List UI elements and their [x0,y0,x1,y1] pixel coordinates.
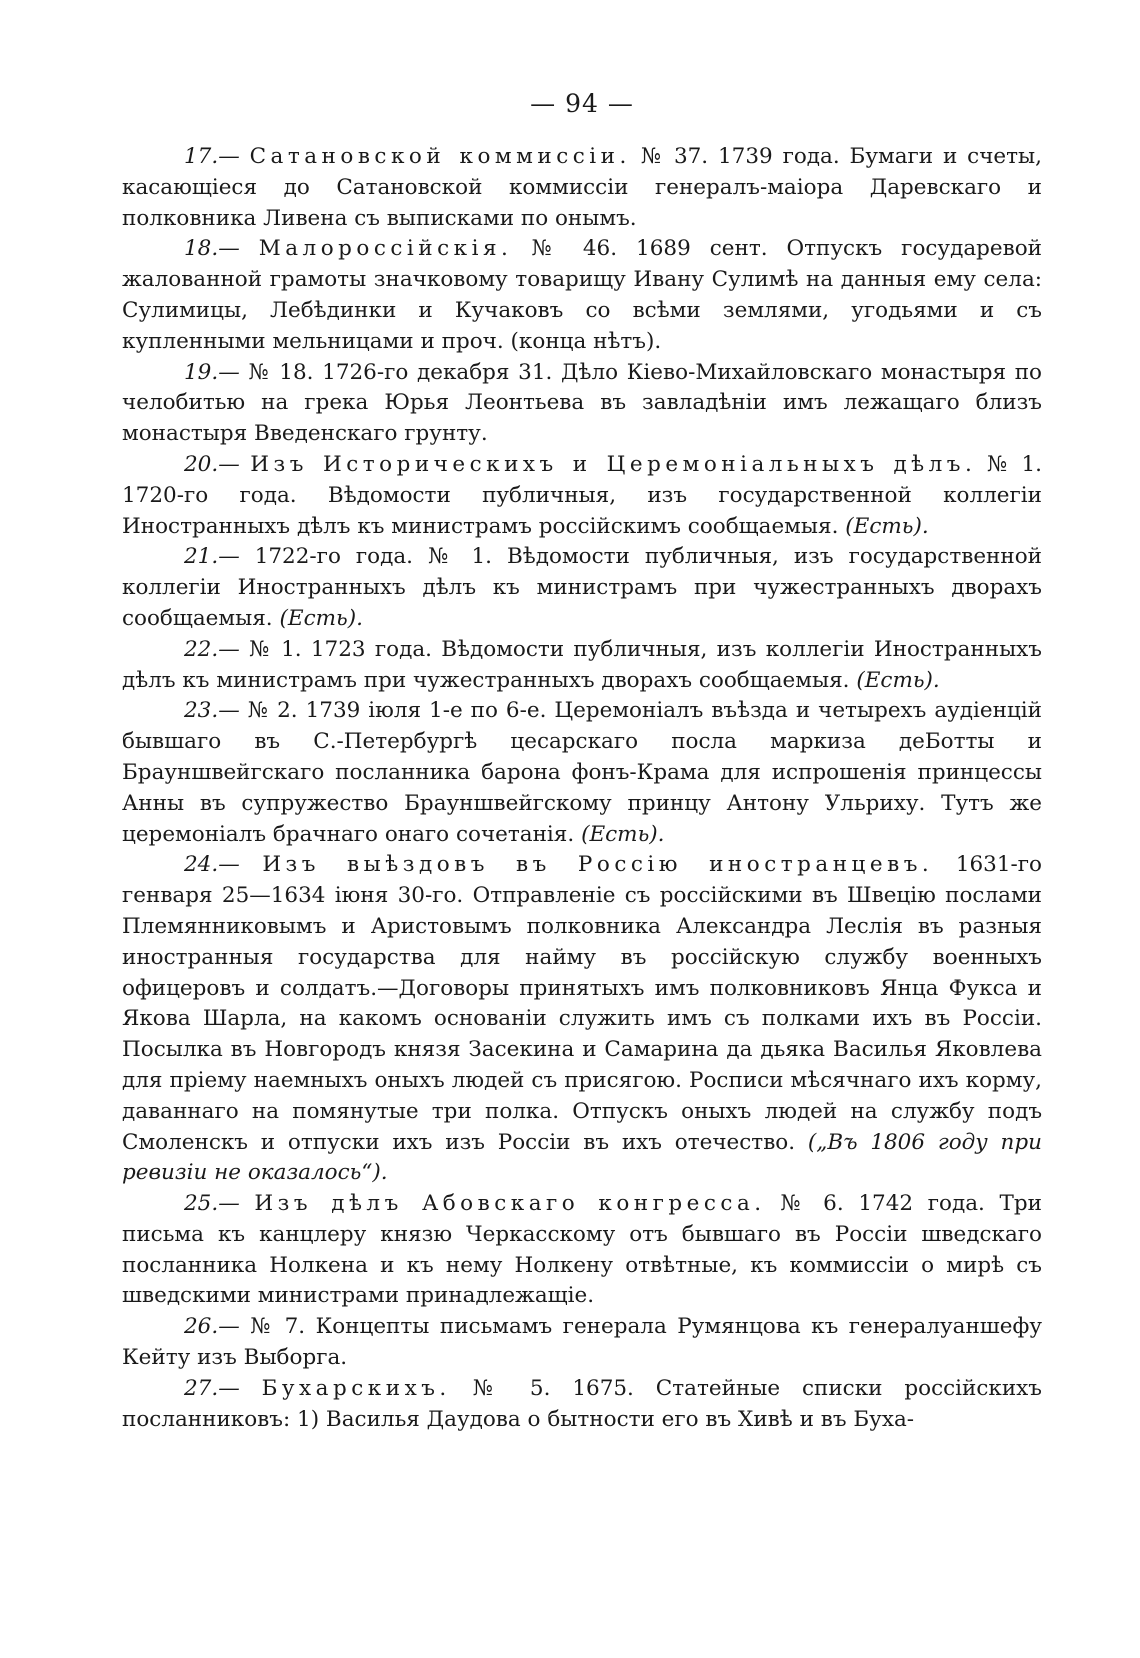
entry-heading: Изъ дѣлъ Абовскаго конгресса. [254,1191,766,1217]
entry-note: (Есть). [581,821,665,847]
entry-17 [122,142,1042,234]
entry-text: № 46. 1689 сент. Отпускъ государевой жалованной грамоты значковому товарищу Ивану Сулимѣ на данныя ему села: Сулимицы, Лебѣдинки и Кучаковъ со всѣми землями, угодьями и съ купленными мельницами и проч. (конца нѣтъ). [122,236,1043,354]
entry-text: № 5. 1675. Статейные списки россiйскихъ посланниковъ: 1) Василья Даудова о бытности его въ Хивѣ и въ Буха- [122,1375,1042,1432]
entry-number: 19.— [184,359,240,385]
entry-number: 26.— [184,1314,240,1340]
entry-note: (Есть). [845,513,929,539]
entry-27 [122,1374,1042,1436]
entry-text: № 37. 1739 года. Бумаги и счеты, касающiеся до Сатановской коммиссiи генералъ-маiора Даревскаго и полковника Ливена съ выписками по онымъ. [122,144,1042,231]
entry-text: 1631-го генваря 25—1634 iюня 30-го. Отправленiе съ россiйскими въ Швецiю послами Племянниковымъ и Аристовымъ полковника Александра Леслiя въ разныя иностранныя государства для найму въ россiйскую службу военныхъ офицеровъ и солдатъ.—Договоры принятыхъ имъ полковниковъ Янца Фукса и Якова Шарла, на какомъ основанiи служить имъ съ полками ихъ въ Россiи. Посылка въ Новгородъ князя Засекина и Самарина да дьяка Василья Яковлева для прiему наемныхъ оныхъ людей съ присягою. Росписи мѣсячнаго ихъ корму, даваннаго на помянутые три полка. Отпускъ оныхъ людей на службу подъ Смоленскъ и отпуски ихъ изъ Россiи въ ихъ отечество. [122,852,1043,1155]
entry-heading: Бухарскихъ. [261,1375,451,1401]
entry-25 [122,1189,1042,1312]
entry-number: 22.— [184,636,240,662]
entry-text: № 18. 1726-го декабря 31. Дѣло Кiево-Михайловскаго монастыря по челобитью на грека Юрья Леонтьева въ завладѣнiи имъ лежащаго близъ монастыря Введенскаго грунту. [122,359,1042,447]
entry-26 [122,1312,1042,1374]
entry-note: (Есть). [856,667,940,693]
entry-21 [122,542,1042,634]
entry-note: (Есть). [279,605,363,631]
entry-text: № 2. 1739 iюля 1-е по 6-е. Церемонiалъ въѣзда и четырехъ аудiенцiй бывшаго въ С.-Петербургѣ цесарскаго посла маркиза деБотты и Брауншвейгскаго посланника барона фонъ-Крама для испрошенiя принцессы Анны въ супружество Брауншвейгскому принцу Антону Ульриху. Тутъ же церемонiалъ брачнаго онаго сочетанiя. [122,698,1042,847]
entry-note: („Въ 1806 году при ревизiи не оказалось“). [122,1129,1042,1186]
entry-number: 27.— [184,1375,240,1401]
entry-22 [122,635,1042,697]
entry-number: 21.— [184,544,240,570]
entry-text: № 1. 1720-го года. Вѣдомости публичныя, изъ государственной коллегiи Иностранныхъ дѣлъ къ министрамъ россiйскимъ сообщаемыя. [122,451,1042,539]
entry-heading: Изъ выѣздовъ въ Россiю иностранцевъ. [262,852,934,878]
entry-24 [122,850,1042,1189]
entry-text: 1722-го года. № 1. Вѣдомости публичныя, изъ государственной коллегiи Иностранныхъ дѣлъ къ министрамъ при чужестранныхъ дворахъ сообщаемыя. [122,544,1042,631]
entry-number: 17.— [184,144,240,169]
entry-text: № 6. 1742 года. Три письма къ канцлеру князю Черкасскому отъ бывшаго въ Россiи шведскаго посланника Нолкена и къ нему Нолкену отвѣтные, къ коммиссiи о мирѣ съ шведскими министрами принадлежащiе. [122,1191,1042,1309]
entry-23 [122,696,1042,850]
entry-heading: Изъ Историческихъ и Церемонiальныхъ дѣлъ. [250,451,977,477]
entry-20 [122,450,1042,542]
entry-number: 24.— [184,852,240,878]
entry-heading: Сатановской коммиссiи. [249,144,631,169]
entry-number: 18.— [184,236,240,262]
entry-18 [122,234,1042,357]
entry-number: 20.— [184,451,240,477]
entry-text: № 1. 1723 года. Вѣдомости публичныя, изъ коллегiи Иностранныхъ дѣлъ къ министрамъ при чужестранныхъ дворахъ сообщаемыя. [122,636,1042,693]
entry-19 [122,358,1042,450]
page-number: — 94 — [530,89,634,118]
entry-number: 23.— [184,698,240,724]
entry-heading: Малороссiйскiя. [258,236,513,262]
entry-number: 25.— [184,1191,240,1217]
entry-text: № 7. Концепты письмамъ генерала Румянцова къ генералуаншефу Кейту изъ Выборга. [122,1314,1042,1371]
